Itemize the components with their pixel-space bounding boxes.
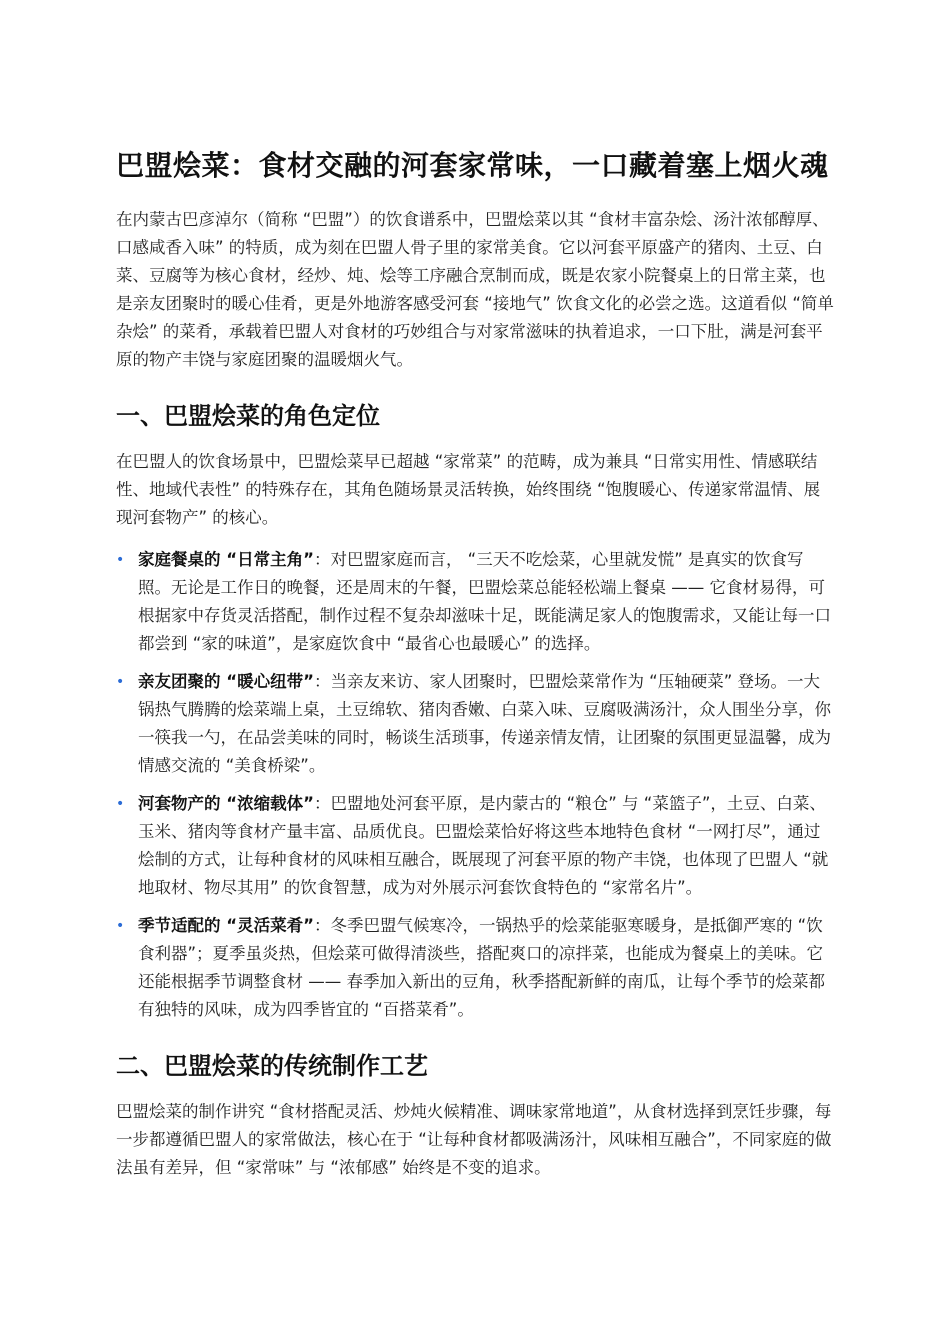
section-2-intro: 巴盟烩菜的制作讲究 “食材搭配灵活、炒炖火候精准、调味家常地道”，从食材选择到烹饪步骤，每一步都遵循巴盟人的家常做法，核心在于 “让每种食材都吸满汤汁，风味相互融合”，不同家庭的做法虽有差异，但 “家常味” 与 “浓郁感” 始终是不变的追求。 [116, 1102, 832, 1177]
bullet-item [116, 546, 834, 658]
bullet-term: 河套物产的 “浓缩载体” [138, 794, 314, 813]
section-1-heading: 一、巴盟烩菜的角色定位 [116, 402, 380, 430]
bullet-item [116, 912, 834, 1024]
bullet-text: ：巴盟地处河套平原，是内蒙古的 “粮仓” 与 “菜篮子”，土豆、白菜、玉米、猪肉等食材产量丰富、品质优良。巴盟烩菜恰好将这些本地特色食材 “一网打尽”，通过烩制的方式，让每种食材的风味相互融合，既展现了河套平原的物产丰饶，也体现了巴盟人 “就地取材、物尽其用” 的饮食智慧，成为对外展示河套饮食特色的 “家常名片”。 [138, 794, 829, 897]
bullet-text: ：对巴盟家庭而言， “三天不吃烩菜，心里就发慌” 是真实的饮食写照。无论是工作日的晚餐，还是周末的午餐，巴盟烩菜总能轻松端上餐桌 —— 它食材易得，可根据家中存货灵活搭配，制作过程不复杂却滋味十足，既能满足家人的饱腹需求，又能让每一口都尝到 “家的味道”，是家庭饮食中 “最省心也最暖心” 的选择。 [138, 550, 831, 653]
bullet-text: ：冬季巴盟气候寒冷，一锅热乎的烩菜能驱寒暖身，是抵御严寒的 “饮食利器”；夏季虽炎热，但烩菜可做得清淡些，搭配爽口的凉拌菜，也能成为餐桌上的美味。它还能根据季节调整食材 —— 春季加入新出的豆角，秋季搭配新鲜的南瓜，让每个季节的烩菜都有独特的风味，成为四季皆宜的 “百搭菜肴”。 [138, 916, 825, 1019]
bullet-dot-icon: • [116, 918, 125, 934]
section-2-heading: 二、巴盟烩菜的传统制作工艺 [116, 1052, 428, 1080]
section-1-bullet-list [116, 546, 834, 1024]
bullet-dot-icon: • [116, 796, 125, 812]
bullet-item [116, 790, 834, 902]
bullet-text: ：当亲友来访、家人团聚时，巴盟烩菜常作为 “压轴硬菜” 登场。一大锅热气腾腾的烩菜端上桌，土豆绵软、猪肉香嫩、白菜入味、豆腐吸满汤汁，众人围坐分享，你一筷我一勺，在品尝美味的同时，畅谈生活琐事，传递亲情友情，让团聚的氛围更显温馨，成为情感交流的 “美食桥梁”。 [138, 672, 831, 775]
bullet-dot-icon: • [116, 552, 125, 568]
bullet-item [116, 668, 834, 780]
page-title: 巴盟烩菜：食材交融的河套家常味，一口藏着塞上烟火魂 [116, 149, 829, 182]
bullet-dot-icon: • [116, 674, 125, 690]
bullet-term: 季节适配的 “灵活菜肴” [138, 916, 314, 935]
bullet-term: 家庭餐桌的 “日常主角” [138, 550, 314, 569]
intro-paragraph: 在内蒙古巴彦淖尔（简称 “巴盟”）的饮食谱系中，巴盟烩菜以其 “食材丰富杂烩、汤汁浓郁醇厚、口感咸香入味” 的特质，成为刻在巴盟人骨子里的家常美食。它以河套平原盛产的猪肉、土豆、白菜、豆腐等为核心食材，经炒、炖、烩等工序融合烹制而成，既是农家小院餐桌上的日常主菜，也是亲友团聚时的暖心佳肴，更是外地游客感受河套 “接地气” 饮食文化的必尝之选。这道看似 “简单杂烩” 的菜肴，承载着巴盟人对食材的巧妙组合与对家常滋味的执着追求，一口下肚，满是河套平原的物产丰饶与家庭团聚的温暖烟火气。 [116, 210, 834, 369]
bullet-term: 亲友团聚的 “暖心纽带” [138, 672, 314, 691]
section-1-intro: 在巴盟人的饮食场景中，巴盟烩菜早已超越 “家常菜” 的范畴，成为兼具 “日常实用性、情感联结性、地域代表性” 的特殊存在，其角色随场景灵活转换，始终围绕 “饱腹暖心、传递家常温情、展现河套物产” 的核心。 [116, 452, 821, 527]
